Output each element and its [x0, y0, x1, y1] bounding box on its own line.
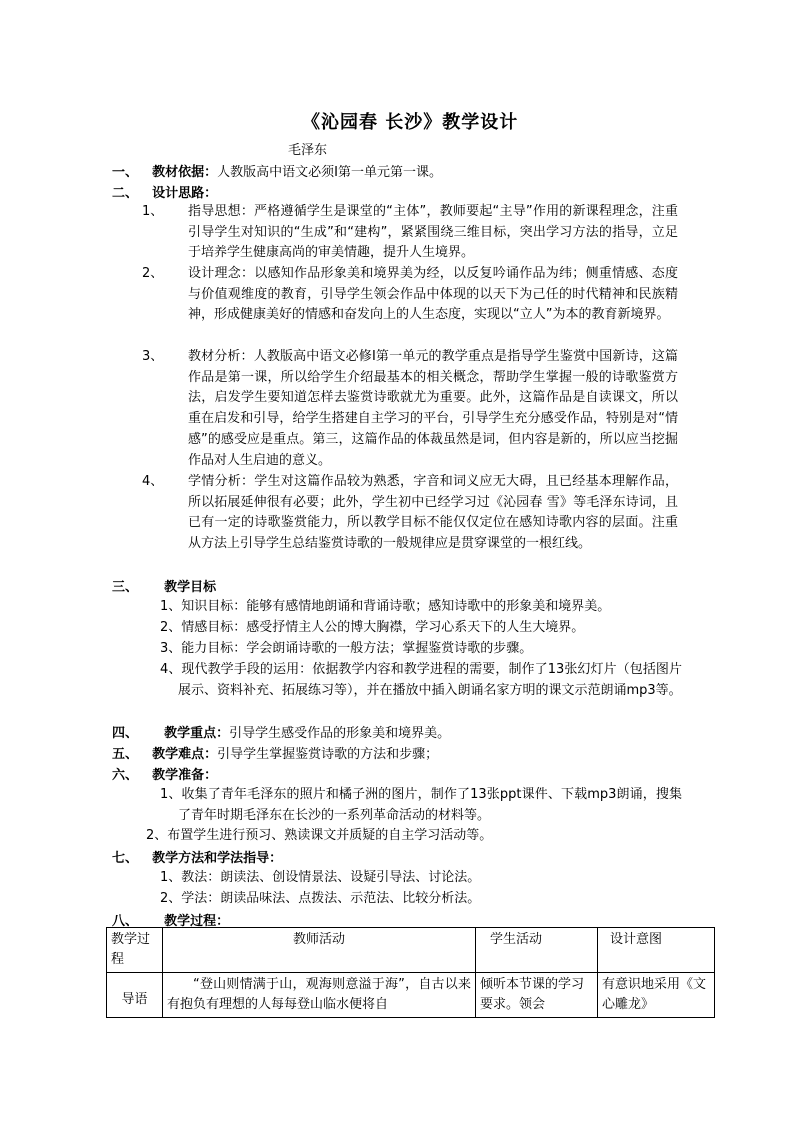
section-6	[112, 764, 217, 783]
section-2-number: 二、	[112, 186, 139, 201]
document-title: 《沁园春 长沙》教学设计	[302, 112, 519, 133]
header-teacher: 教师活动	[163, 928, 476, 973]
s6-item-2: 2、布置学生进行预习、熟读课文并质疑的自主学习活动等。	[146, 828, 493, 843]
cell-student: 倾听本节课的学习要求。领会	[476, 973, 598, 1018]
section-5-heading: 教学难点：	[152, 747, 218, 762]
section-5-number: 五、	[112, 747, 139, 762]
section-2-heading: 设计思路：	[152, 186, 218, 201]
s3-item-2: 2、情感目标：感受抒情主人公的博大胸襟，学习心系天下的人生大境界。	[160, 620, 585, 635]
section-1-text: 人教版高中语文必须Ⅰ第一单元第一课。	[217, 165, 443, 180]
section-4-text: 引导学生感受作品的形象美和境界美。	[229, 726, 451, 741]
header-student: 学生活动	[476, 928, 598, 973]
section-7	[112, 847, 282, 866]
section-6-heading: 教学准备：	[152, 768, 218, 783]
s2-item-2-text: 设计理念：以感知作品形象美和境界美为经，以反复吟诵作品为纬；侧重情感、态度与价值观维度的教育，引导学生领会作品中体现的以天下为己任的时代精神和民族精神，形成健康美好的情感和奋发向上的人生态度，实现以“立人”为本的教育新境界。	[188, 266, 678, 323]
section-7-number: 七、	[112, 851, 139, 866]
s3-item-4	[160, 660, 682, 701]
cell-teacher: “登山则情满于山，观海则意溢于海”，自古以来有抱负有理想的人每每登山临水便将自	[163, 973, 476, 1018]
s7-item-2: 2、学法：朗读品味法、点拨法、示范法、比较分析法。	[160, 891, 481, 906]
s2-item-4-number: 4、	[142, 474, 164, 489]
s3-item-3: 3、能力目标：学会朗诵诗歌的一般方法；掌握鉴赏诗歌的步骤。	[160, 641, 533, 656]
s2-item-1-number: 1、	[142, 204, 164, 219]
s2-item-1-text: 指导思想：严格遵循学生是课堂的“主体”，教师要起“主导”作用的新课程理念，注重引导学生对知识的“生成”和“建构”，紧紧围绕三维目标，突出学习方法的指导，立足于培养学生健康高尚的审美情趣，提升人生境界。	[188, 204, 678, 261]
s6-item-1-text: 1、收集了青年毛泽东的照片和橘子洲的图片，制作了13张ppt课件、下载mp3朗诵，搜集了青年时期毛泽东在长沙的一系列革命活动的材料等。	[160, 787, 682, 823]
s7-item-1: 1、教法：朗读法、创设情景法、设疑引导法、讨论法。	[160, 870, 481, 885]
document-author: 毛泽东	[288, 143, 328, 158]
s2-item-3-text: 教材分析：人教版高中语文必修Ⅰ第一单元的教学重点是指导学生鉴赏中国新诗，这篇作品是第一课，所以给学生介绍最基本的相关概念，帮助学生掌握一般的诗歌鉴赏方法，启发学生要知道怎样去鉴赏诗歌就尤为重要。此外，这篇作品是自读课文，所以重在启发和引导，给学生搭建自主学习的平台，引导学生充分感受作品，特别是对“情感”的感受应是重点。第三，这篇作品的体裁虽然是词，但内容是新的，所以应当挖掘作品对人生启迪的意义。	[188, 349, 678, 468]
section-7-heading: 教学方法和学法指导：	[152, 851, 283, 866]
s2-item-3-number: 3、	[142, 349, 164, 364]
section-4	[112, 722, 450, 741]
cell-intent: 有意识地采用《文心雕龙》	[598, 973, 715, 1018]
section-8-heading: 教学过程：	[164, 914, 230, 929]
section-1	[112, 161, 442, 180]
teaching-process-table	[106, 927, 715, 1018]
table-header-row	[107, 928, 715, 973]
section-3-number: 三、	[112, 580, 139, 595]
section-5-text: 引导学生掌握鉴赏诗歌的方法和步骤；	[217, 747, 439, 762]
s3-item-1: 1、知识目标：能够有感情地朗诵和背诵诗歌；感知诗歌中的形象美和境界美。	[160, 599, 611, 614]
section-5	[112, 743, 438, 762]
section-4-number: 四、	[112, 726, 139, 741]
cell-stage: 导语	[107, 973, 163, 1018]
s2-item-2-number: 2、	[142, 266, 164, 281]
section-8-number: 八、	[112, 914, 139, 929]
section-2	[112, 182, 217, 201]
section-3-heading: 教学目标	[164, 580, 217, 595]
s6-item-1	[160, 785, 682, 826]
section-3	[112, 576, 216, 595]
header-stage: 教学过程	[107, 928, 163, 973]
header-intent: 设计意图	[598, 928, 715, 973]
section-6-number: 六、	[112, 768, 139, 783]
table-row	[107, 973, 715, 1018]
section-1-heading: 教材依据：	[152, 165, 218, 180]
s3-item-4-text: 4、现代教学手段的运用：依据教学内容和教学进程的需要，制作了13张幻灯片（包括图片展示、资料补充、拓展练习等），并在播放中插入朗诵名家方明的课文示范朗诵mp3等。	[160, 662, 682, 698]
section-1-number: 一、	[112, 165, 139, 180]
section-4-heading: 教学重点：	[164, 726, 230, 741]
s2-item-4-text: 学情分析：学生对这篇作品较为熟悉，字音和词义应无大碍，且已经基本理解作品，所以拓展延伸很有必要；此外，学生初中已经学习过《沁园春 雪》等毛泽东诗词，且已有一定的诗歌鉴赏能力，所以教学目标不能仅仅定位在感知诗歌内容的层面。注重从方法上引导学生总结鉴赏诗歌的一般规律应是贯穿课堂的一根红线。	[188, 474, 678, 552]
